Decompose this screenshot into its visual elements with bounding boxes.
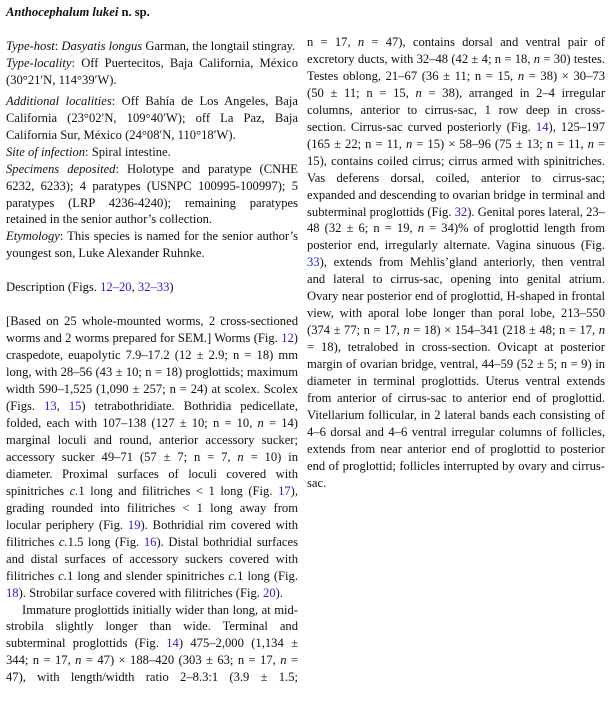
paragraph — [6, 313, 298, 601]
text-run: : Spiral intestine. — [85, 144, 171, 159]
text-run: = 34)% of proglottid length from posterior end, irregularly alternate. Vagina sinuous (Fig. — [307, 221, 605, 253]
text-run: Garman, the longtail stingray. — [142, 38, 296, 53]
figure-link[interactable]: 20 — [263, 585, 276, 600]
paragraph — [6, 161, 298, 229]
paragraph — [6, 38, 298, 55]
styled-text: Anthocephalum lukei — [6, 5, 119, 19]
styled-text: n. sp. — [118, 5, 150, 19]
paragraph — [6, 602, 298, 687]
text-run: n = 17, — [307, 35, 358, 49]
styled-text: n — [587, 136, 594, 151]
text-run: ), extends from Mehlis’gland anteriorly, then ventral and lateral to cirrus-sac, opening into genital atrium. Ovary near posterior end of proglottid, H-shaped in frontal view, with aporal lobe longer than poral lobe, 213–550 (374 ± 77; n = 17, — [307, 255, 605, 338]
styled-text: n — [533, 51, 541, 66]
figure-link[interactable]: 18 — [6, 585, 19, 600]
text-run: : Off Bahía de Los Angeles, Baja California (23°02′N, 109°40′W); off La Paz, Baja California Sur, México (24°08′N, 110°18′W). — [6, 93, 298, 142]
figure-link[interactable]: 17 — [278, 483, 291, 498]
text-run: = 38), arranged in 2–4 irregular columns, anterior to cirrus-sac, 1 row deep in cross-section. Cirrus-sac curved posteriorly (Fig. — [307, 85, 606, 134]
paragraph — [6, 144, 298, 161]
styled-text: c. — [228, 568, 238, 583]
styled-text: Etymology — [6, 229, 60, 244]
paragraph — [307, 34, 605, 492]
paragraph — [6, 55, 298, 89]
section-heading — [6, 279, 298, 296]
paragraph — [6, 93, 298, 144]
text-run: = 30) testes. Testes oblong, 21–67 (36 ± 11; n = 15, — [307, 51, 605, 83]
figure-link[interactable]: 14 — [166, 636, 179, 651]
text-run: ). — [275, 585, 283, 600]
figure-link[interactable]: 12 — [281, 331, 294, 346]
styled-text: n — [257, 416, 264, 431]
text-run: Immature proglottids initially wider than long, at mid-strobila slightly longer than wide. Terminal and subterminal proglottids (Fig. — [6, 602, 298, 651]
text-run: : — [54, 38, 62, 53]
text-run: = 10) in diameter. Proximal surfaces of loculi covered with spinitriches — [6, 449, 298, 498]
styled-text: n — [415, 85, 422, 100]
styled-text: Type-locality — [6, 55, 72, 70]
figure-link[interactable]: 16 — [143, 534, 157, 549]
text-run: ). Genital pores lateral, 23–48 (32 ± 6; n = 19, — [307, 204, 605, 236]
figure-link[interactable]: 12–20 — [100, 280, 132, 295]
styled-text: n — [417, 221, 425, 236]
text-run: : Off Puertecitos, Baja California, México (30°21′N, 114°39′W). — [6, 55, 298, 87]
styled-text: n — [517, 68, 525, 83]
text-run: , — [131, 280, 138, 295]
figure-link[interactable]: 19 — [127, 517, 141, 532]
text-run: = 47), contains dorsal and ventral pair of excretory ducts, with 32–48 (42 ± 4; n = 18, — [307, 35, 605, 66]
text-run: = 18), tetralobed in cross-section. Ovicapt at posterior margin of ovarian bridge, ventral, 44–59 (52 ± 5; n = 9) in diameter in terminal proglottids. Uterus ventral extends from anterior of cirrus-sac to anterior end of proglottid. Vitellarium follicular, in 2 lateral bands each consisting of 4–6 dorsal and 4–6 ventral irregular columns of follicles, extends from near anterior end of proglottid to posterior end of proglottid; follicles interrupted by ovary and cirrus-sac. — [307, 340, 605, 490]
text-run: ). Strobilar surface covered with filitriches (Fig. — [18, 585, 264, 600]
text-run: Description (Figs. — [6, 280, 101, 295]
text-run: = 47) × 188–420 (303 ± 63; n = 17, — [81, 653, 281, 668]
styled-text: n — [237, 449, 244, 464]
text-run: ), grading rounded into filitriches < 1 long away from locular periphery (Fig. — [6, 483, 298, 532]
text-run: ). Distal bothridial surfaces and distal surfaces of accessory suckers covered with filitriches — [6, 534, 298, 583]
styled-text: c. — [58, 568, 68, 583]
text-run: = 47), with length/width ratio 2–8.3:1 (3.9 ± 1.5; — [6, 653, 299, 685]
text-run: = 15), contains coiled cirrus; cirrus armed with spinitriches. Vas deferens dorsal, coiled, anterior to cirrus-sac; expanded and descending to ovarian bridge in terminal and subterminal proglottids (Fig. — [307, 136, 605, 219]
styled-text: n — [357, 35, 365, 49]
species-title — [6, 4, 298, 21]
text-run: = 18) × 154–341 (218 ± 48; n = 17, — [409, 323, 599, 338]
text-run: ) 475–2,000 (1,134 ± 344; n = 17, — [6, 636, 299, 668]
styled-text: n — [280, 653, 287, 668]
text-run: ) craspedote, euapolytic 7.9–17.2 (12 ± 2.9; n = 18) mm long, with 28–56 (43 ± 10; n = 18) proglottids; maximum width 590–1,525 (1,090 ± 257; n = 24) at scolex. Scolex (Figs. — [6, 331, 298, 414]
figure-link[interactable]: 32–33 — [137, 280, 170, 295]
styled-text: n — [75, 653, 82, 668]
text-run: = 38) × 30–73 (50 ± 11; n = 15, — [307, 68, 605, 100]
styled-text: Site of infection — [6, 144, 86, 159]
text-run: 1 long (Fig. — [237, 568, 298, 583]
text-run: ). Bothridial rim covered with filitriches — [6, 517, 298, 549]
figure-link[interactable]: 13 — [44, 399, 57, 414]
text-run: ) — [169, 280, 174, 295]
text-run: [Based on 25 whole-mounted worms, 2 cross-sectioned worms and 2 worms prepared for SEM.] Worms (Fig. — [6, 314, 298, 346]
right-column — [307, 34, 605, 492]
figure-link[interactable]: 15 — [68, 399, 82, 414]
text-run: ) tetrabothridiate. Bothridia pedicellate, folded, each with 107–138 (127 ± 10; n = 10, — [6, 399, 298, 431]
styled-text: c. — [69, 483, 79, 498]
text-run: = 15) × 58–96 (75 ± 13; n = 11, — [412, 136, 588, 151]
figure-link[interactable]: 33 — [307, 255, 320, 270]
text-run: 1.5 long (Fig. — [67, 534, 144, 549]
styled-text: Specimens deposited — [6, 161, 116, 176]
styled-text: c. — [58, 534, 68, 549]
paragraph — [6, 228, 298, 262]
styled-text: n — [403, 323, 410, 338]
text-run: 1 long and filitriches < 1 long (Fig. — [78, 483, 279, 498]
styled-text: Dasyatis longus — [61, 38, 143, 53]
text-run: = 14) marginal loculi and round, anterior accessory sucker; accessory sucker 49–71 (57 ± 7; n = 7, — [6, 416, 299, 464]
styled-text: n — [598, 323, 606, 338]
left-column — [6, 0, 298, 686]
text-run: : This species is named for the senior author’s youngest son, Luke Alexander Ruhnke. — [6, 229, 298, 261]
text-run: 1 long and slender spinitriches — [67, 568, 229, 583]
text-run: , — [56, 399, 69, 414]
text-run: ), 125–197 (165 ± 22; n = 11, — [307, 119, 605, 151]
styled-text: Type-host — [6, 38, 55, 53]
styled-text: Additional localities — [6, 93, 112, 108]
figure-link[interactable]: 32 — [454, 204, 468, 219]
figure-link[interactable]: 14 — [535, 119, 549, 134]
text-run: : Holotype and paratype (CNHE 6232, 6233); 4 paratypes (USNPC 100995-100997); 5 paratypes (LRP 4236-4240); remaining paratypes retained in the senior author’s collection. — [6, 161, 298, 227]
styled-text: n — [405, 136, 413, 151]
